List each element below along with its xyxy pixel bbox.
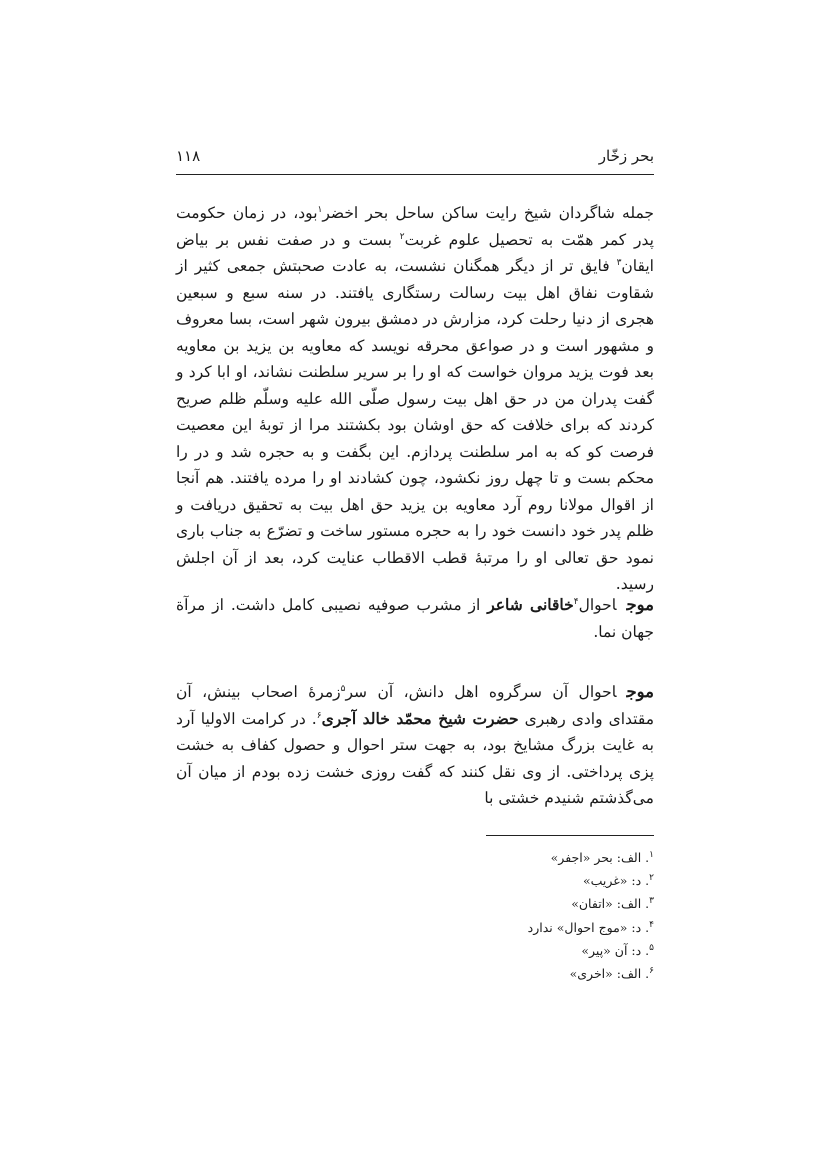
footnotes [400,846,654,985]
footnote-4 [400,916,654,939]
p1-text-b: بود، در زمان حکومت پدر کمر همّت به تحصیل علوم غربت [176,204,654,249]
footnote-3 [400,892,654,915]
p1-text-d: فایق تر از دیگر همگنان نشست، به عادت صحبتش جمعی کثیر از شقاوت نفاق اهل بیت رسالت رستگاری یافتند. در سنه سبع و سبعین هجری از دنیا رحلت کرد، مزارش در دمشق بیرون شهر است، بسا معروف و مشهور است و در صواعق محرقه نویسد که معاویه بن یزید بن معاویه بعد فوت یزید مروان خواست که او را بر سریر سلطنت نشاند، او ابا کرد و گفت پدران من در حق اهل بیت رسول صلّی الله علیه وسلّم ظلم صریح کردند که برای خلافت که حق اوشان بود بکشتند مرا از توبهٔ این معصیت فرصت کو که به امر سلطنت پردازم. این بگفت و به حجره شد و در را محکم بست و تا چهل روز نکشود، چون کشادند او را مرده یافتند. هم آنجا از اقوال مولانا روم آرد معاویه بن یزید حق اهل بیت به تحقیق دریافت و ظلم پدر خود دانست خود را به حجره مستور ساخت و تضرّع به جناب باری نمود حق تعالی او را مرتبهٔ قطب الاقطاب عنایت کرد، بعد از آن اجلش رسید. [176,257,654,593]
footnote-1 [400,846,654,869]
footnote-number: ۳ [649,896,654,907]
header-rule [176,174,654,175]
footnote-marker-3: ۳ [616,257,622,268]
footnote-marker-1: ۱ [317,204,323,215]
footnote-marker-4: ۴ [573,596,579,607]
paragraph-1 [176,200,654,598]
running-title: بحر زخّار [598,147,654,165]
footnote-text: . الف: بحر «اجفر» [550,850,650,865]
p1-text-c: بست و در صفت نفس بر بیاض ایقان [176,230,654,275]
person-name-khaqani: خاقانی شاعر [487,595,574,614]
footnote-marker-6: ۶ [316,710,322,721]
person-name-khalid: حضرت شیخ محمّد خالد آجری [321,708,519,728]
footnote-text: . د: «غریب» [582,873,650,889]
page-number: ۱۱۸ [176,147,201,165]
footnote-text: . د: آن «پیر» [581,942,650,958]
p2-text-b: از مشرب صوفیه نصیبی کامل داشت. از مرآة جهان نما. [176,596,654,641]
footnote-number: ۲ [649,873,654,884]
footnote-number: ۵ [649,942,654,953]
moj-heading-1: موج [626,595,655,614]
footnote-marker-5: ۵ [340,683,346,694]
footnote-text: . الف: «اتفان» [571,896,650,912]
footnote-6 [400,962,654,985]
moj-heading-2: موج [626,682,654,701]
footnote-number: ۱ [649,849,654,860]
p1-text-a: جمله شاگردان شیخ رایت ساکن ساحل بحر اخضر [322,204,655,222]
footnote-rule [486,835,654,836]
p3-text-a: احوال آن سرگروه اهل دانش، آن سر [345,683,617,701]
footnote-number: ۴ [649,919,654,930]
paragraph-2 [176,592,654,645]
paragraph-3 [176,679,654,812]
p2-text-a: احوال [578,596,617,614]
footnote-text: . الف: «اخری» [569,966,650,982]
page-header [176,143,654,171]
footnote-text: . د: «موج احوال» ندارد [527,919,650,935]
footnote-5 [400,939,654,962]
footnote-marker-2: ۲ [399,231,405,242]
footnote-number: ۶ [649,965,654,976]
footnote-2 [400,869,654,892]
p3-text-b: زمرهٔ اصحاب بینش، آن مقتدای وادی رهبری [176,683,654,728]
p3-text-c: . در کرامت الاولیا آرد به غایت بزرگ مشایخ بود، به جهت ستر احوال و حصول کفاف به خشت پزی پرداختی. از وی نقل کنند که گفت روزی خشت زده بودم از میان آن می‌گذشتم شنیدم خشتی با [176,709,654,807]
